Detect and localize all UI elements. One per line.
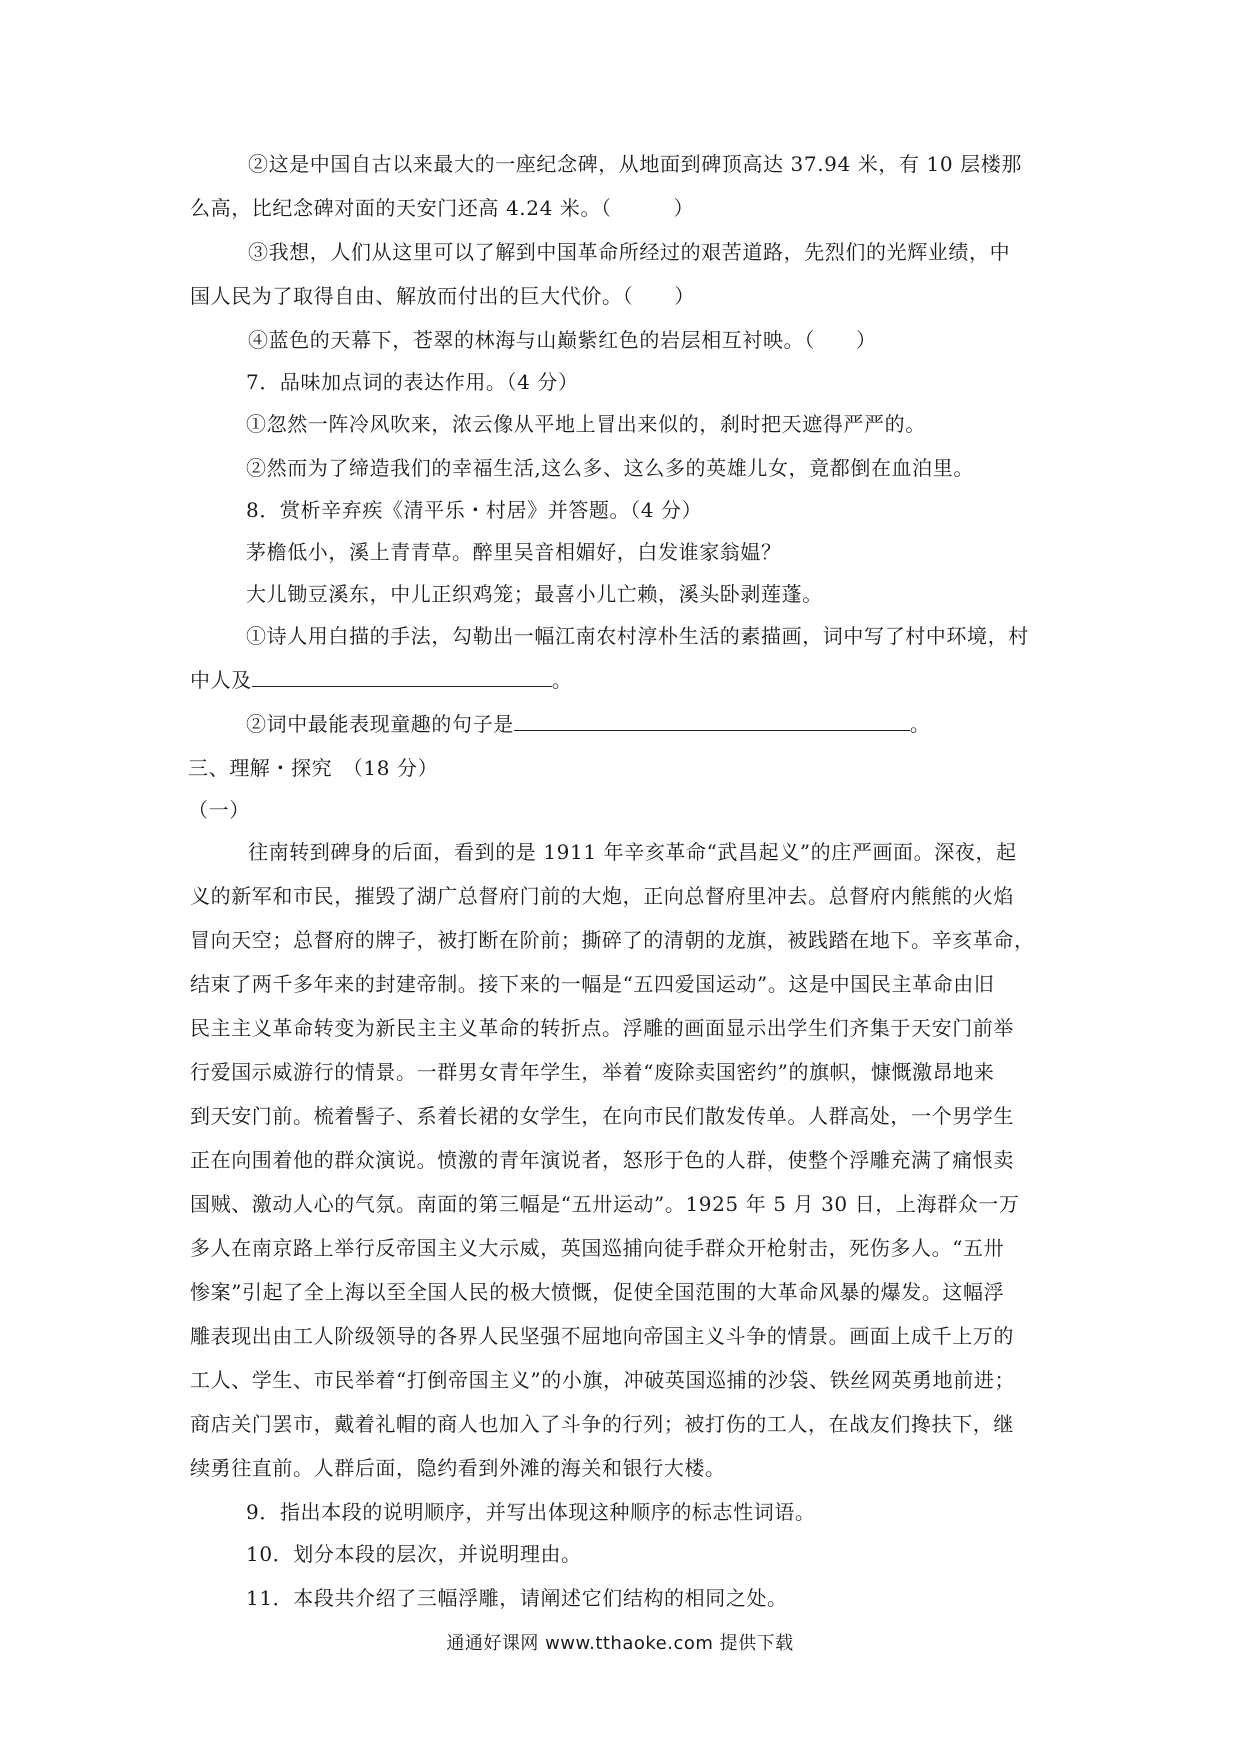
passage-line: 冒向天空；总督府的牌子，被打断在阶前；撕碎了的清朝的龙旗，被践踏在地下。辛亥革命，: [190, 928, 1035, 952]
poem-line: 大儿锄豆溪东，中儿正织鸡笼；最喜小儿亡赖，溪头卧剥莲蓬。: [246, 582, 823, 606]
passage-line: 续勇往直前。人群后面，隐约看到外滩的海关和银行大楼。: [190, 1456, 726, 1480]
passage-line: 民主主义革命转变为新民主主义革命的转折点。浮雕的画面显示出学生们齐集于天安门前举: [190, 1016, 1014, 1040]
passage-line: 正在向围着他的群众演说。愤激的青年演说者，怒形于色的人群，使整个浮雕充满了痛恨卖: [190, 1148, 1014, 1172]
text-line: ③我想，人们从这里可以了解到中国革命所经过的艰苦道路，先烈们的光辉业绩，中: [248, 240, 1011, 264]
passage-line: 往南转到碑身的后面，看到的是 1911 年辛亥革命“武昌起义”的庄严画面。深夜，起: [248, 840, 1017, 864]
subsection-heading: （一）: [188, 798, 250, 822]
fill-suffix: 。: [909, 712, 931, 736]
passage-line: 义的新军和市民，摧毁了湖广总督府门前的大炮，正向总督府里冲去。总督府内熊熊的火焰: [190, 884, 1014, 908]
passage-line: 惨案”引起了全上海以至全国人民的极大愤慨，促使全国范围的大革命风暴的爆发。这幅浮: [190, 1280, 1005, 1304]
text-line: ①诗人用白描的手法，勾勒出一幅江南农村淳朴生活的素描画，词中写了村中环境，村: [246, 624, 1029, 648]
passage-line: 国贼、激动人心的气氛。南面的第三幅是“五卅运动”。1925 年 5 月 30 日，上海群众一万: [190, 1192, 1020, 1216]
passage-line: 行爱国示威游行的情景。一群男女青年学生，举着“废除卖国密约”的旗帜，慷慨激昂地来: [190, 1060, 995, 1084]
question-7: 7．品味加点词的表达作用。（4 分）: [246, 370, 579, 394]
fill-line: [190, 666, 572, 694]
passage-line: 到天安门前。梳着髻子、系着长裙的女学生，在向市民们散发传单。人群高处，一个男学生: [190, 1104, 1014, 1128]
passage-line: 商店关门罢市，戴着礼帽的商人也加入了斗争的行列；被打伤的工人，在战友们搀扶下，继: [190, 1412, 1014, 1436]
fill-prefix: 中人及: [190, 668, 252, 692]
question-8: 8．赏析辛弃疾《清平乐・村居》并答题。（4 分）: [246, 498, 703, 522]
fill-line: [246, 710, 930, 738]
question-11: 11．本段共介绍了三幅浮雕，请阐述它们结构的相同之处。: [246, 1586, 788, 1610]
text-line: ①忽然一阵冷风吹来，浓云像从平地上冒出来似的，刹时把天遮得严严的。: [246, 412, 926, 436]
poem-line: 茅檐低小，溪上青青草。醉里吴音相媚好，白发谁家翁媪？: [246, 540, 782, 564]
passage-line: 雕表现出由工人阶级领导的各界人民坚强不屈地向帝国主义斗争的情景。画面上成千上万的: [190, 1324, 1014, 1348]
text-line: ④蓝色的天幕下，苍翠的林海与山巅紫红色的岩层相互衬映。（ ）: [248, 328, 877, 352]
text-line: ②然而为了缔造我们的幸福生活,这么多、这么多的英雄儿女，竟都倒在血泊里。: [246, 456, 974, 480]
text-line: 么高，比纪念碑对面的天安门还高 4.24 米。（ ）: [190, 196, 695, 220]
section-heading: 三、理解・探究 （18 分）: [188, 756, 439, 780]
fill-prefix: ②词中最能表现童趣的句子是: [246, 712, 514, 736]
text-line: 国人民为了取得自由、解放而付出的巨大代价。（ ）: [190, 284, 695, 308]
question-9: 9．指出本段的说明顺序，并写出体现这种顺序的标志性词语。: [246, 1500, 816, 1524]
page-footer: 通通好课网 www.tthaoke.com 提供下载: [446, 1633, 794, 1654]
answer-blank[interactable]: [252, 666, 552, 687]
passage-line: 多人在南京路上举行反帝国主义大示威，英国巡捕向徒手群众开枪射击，死伤多人。“五卅: [190, 1236, 1005, 1260]
fill-suffix: 。: [551, 668, 573, 692]
passage-line: 工人、学生、市民举着“打倒帝国主义”的小旗，冲破英国巡捕的沙袋、铁丝网英勇地前进；: [190, 1368, 1016, 1392]
passage-line: 结束了两千多年来的封建帝制。接下来的一幅是“五四爱国运动”。这是中国民主革命由旧: [190, 972, 995, 996]
question-10: 10．划分本段的层次，并说明理由。: [246, 1542, 582, 1566]
answer-blank[interactable]: [514, 710, 910, 731]
text-line: ②这是中国自古以来最大的一座纪念碑，从地面到碑顶高达 37.94 米，有 10 层楼那: [248, 152, 1022, 176]
